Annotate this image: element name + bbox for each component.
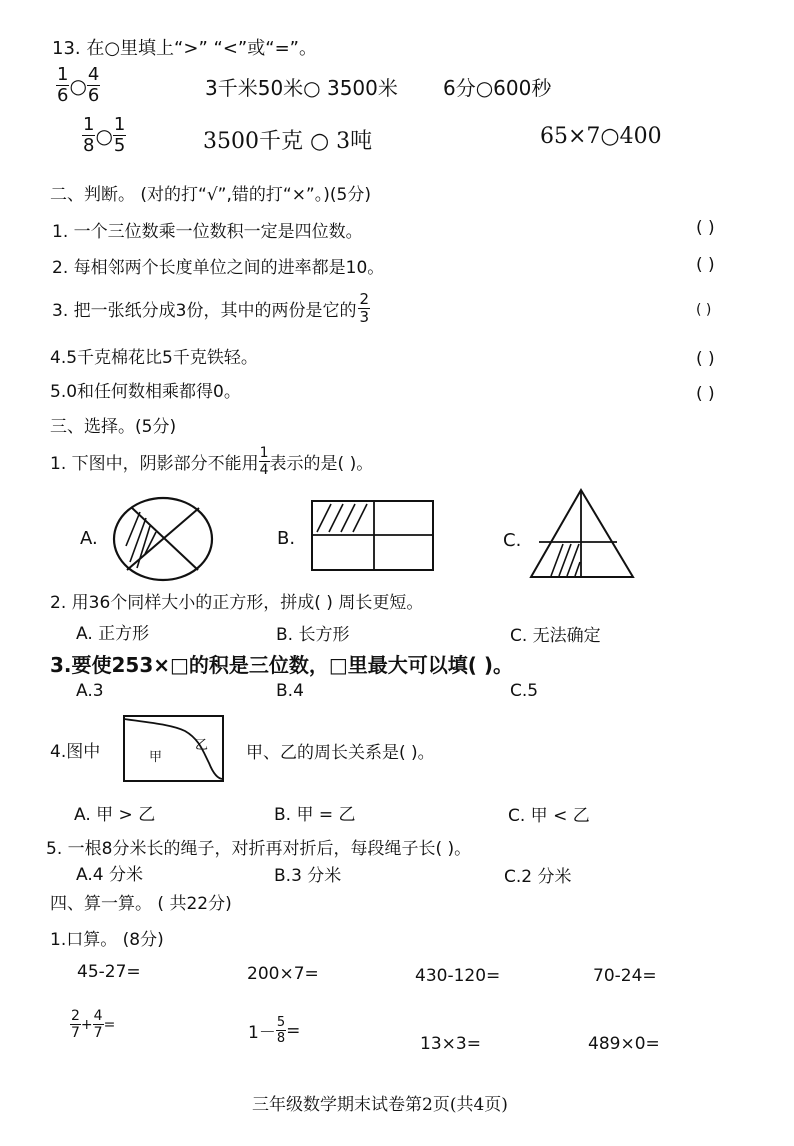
compare-circle: ○	[95, 123, 113, 148]
q5-option-a[interactable]: A.4 分米	[76, 865, 143, 885]
judge-item-3: 3. 把一张纸分成3份，其中的两份是它的 $\frac{2}{3}$	[52, 290, 369, 326]
q13-compare-4: $\frac{1}{8}$ ○ $\frac{1}{5}$	[83, 114, 126, 156]
q13-compare-3: 6分○600秒	[443, 76, 552, 100]
q4-option-b[interactable]: B. 甲 = 乙	[274, 805, 356, 825]
choice-q1: 1. 下图中，阴影部分不能用 $\frac{1}{4}$ 表示的是( )。	[50, 445, 374, 478]
section3-title: 三、选择。(5分)	[50, 417, 177, 437]
q13-compare-6: 65×7○400	[540, 124, 662, 149]
choice-q5: 5. 一根8分米长的绳子，对折再对折后，每段绳子长( )。	[46, 839, 472, 859]
q2-option-b[interactable]: B. 长方形	[276, 625, 350, 645]
option-label-c: C.	[503, 530, 522, 551]
answer-paren-1[interactable]: ( )	[696, 218, 715, 238]
answer-paren-3[interactable]: ( )	[696, 302, 712, 318]
figure-perimeter	[123, 715, 225, 783]
judge-item-5: 5.0和任何数相乘都得0。	[50, 382, 241, 402]
label-jia: 甲	[149, 750, 163, 765]
q4-option-a[interactable]: A. 甲 > 乙	[74, 805, 156, 825]
q13-compare-2: 3千米50米○ 3500米	[205, 76, 398, 100]
q5-option-c[interactable]: C.2 分米	[504, 867, 572, 887]
oral-calc-5: $\frac{2}{7}$ + $\frac{4}{7}$ =	[71, 1008, 116, 1041]
choice-q2: 2. 用36个同样大小的正方形，拼成( ) 周长更短。	[50, 593, 424, 613]
figure-rectangle-b	[311, 500, 435, 572]
judge-item-1: 1. 一个三位数乘一位数积一定是四位数。	[52, 222, 363, 242]
section2-title: 二、判断。 (对的打“√”,错的打“×”。)(5分)	[50, 185, 371, 205]
oral-calc-8: 489×0=	[588, 1034, 660, 1054]
option-label-a: A.	[80, 528, 98, 549]
section4-title: 四、算一算。 ( 共22分)	[50, 894, 232, 914]
q3-option-c[interactable]: C.5	[510, 681, 539, 701]
choice-q4-lead: 4.图中	[50, 742, 101, 762]
oral-calc-2: 200×7=	[247, 964, 319, 984]
oral-calc-4: 70-24=	[593, 966, 657, 986]
judge-item-4: 4.5千克棉花比5千克铁轻。	[50, 348, 258, 368]
oral-calc-3: 430-120=	[415, 966, 501, 986]
option-label-b: B.	[277, 528, 296, 549]
section4-sub1: 1.口算。 (8分)	[50, 930, 164, 950]
answer-paren-5[interactable]: ( )	[696, 384, 715, 404]
q2-option-a[interactable]: A. 正方形	[76, 624, 150, 644]
q3-option-b[interactable]: B.4	[276, 681, 304, 701]
q5-option-b[interactable]: B.3 分米	[274, 866, 342, 886]
answer-paren-2[interactable]: ( )	[696, 255, 715, 275]
compare-circle: ○	[69, 73, 87, 98]
figure-circle-a	[112, 496, 214, 582]
choice-q3: 3.要使253×□的积是三位数，□里最大可以填( )。	[50, 653, 514, 677]
q4-option-c[interactable]: C. 甲 < 乙	[508, 806, 590, 826]
oral-calc-7: 13×3=	[420, 1034, 481, 1054]
answer-paren-4[interactable]: ( )	[696, 349, 715, 369]
q13-compare-5: 3500千克 ○ 3吨	[203, 129, 373, 154]
figure-triangle-c	[529, 488, 635, 580]
q2-option-c[interactable]: C. 无法确定	[510, 626, 601, 646]
q13-compare-1: $\frac{1}{6}$ ○ $\frac{4}{6}$	[57, 64, 100, 106]
q3-option-a[interactable]: A.3	[76, 681, 104, 701]
page-footer: 三年级数学期末试卷第2页(共4页)	[252, 1095, 508, 1115]
judge-item-2: 2. 每相邻两个长度单位之间的进率都是10。	[52, 258, 385, 278]
oral-calc-1: 45-27=	[77, 962, 141, 982]
choice-q4: 甲、乙的周长关系是( )。	[246, 743, 435, 763]
oral-calc-6: 1－ $\frac{5}{8}$ =	[248, 1015, 301, 1046]
label-yi: 乙	[195, 738, 209, 753]
q13-title: 13. 在○里填上“>” “<”或“=”。	[52, 38, 317, 59]
